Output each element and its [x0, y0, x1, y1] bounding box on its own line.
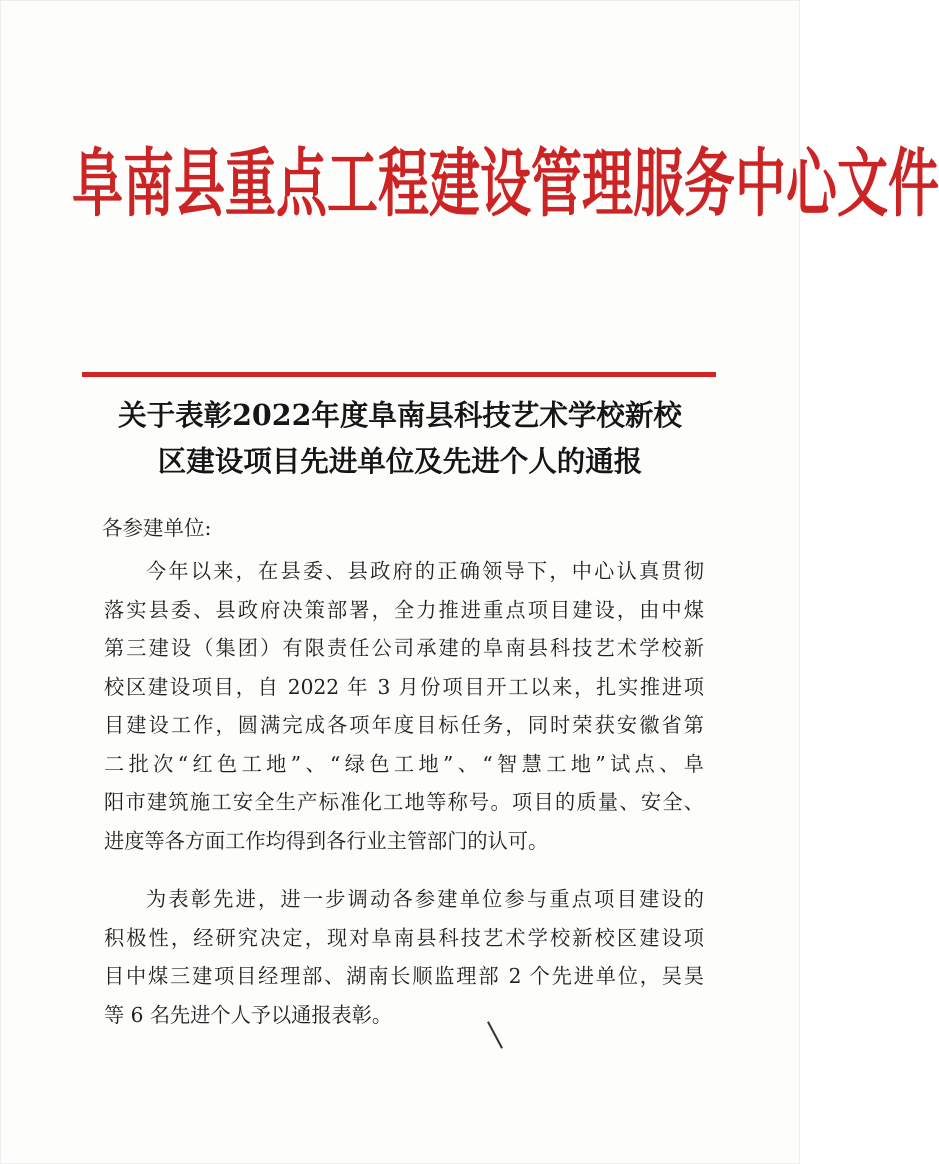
paragraph-line: 二批次“红色工地”、“绿色工地”、“智慧工地”试点、阜 — [104, 751, 704, 776]
paragraph-line: 目中煤三建项目经理部、湖南长顺监理部 2 个先进单位，吴昊 — [104, 964, 704, 988]
notice-title-line: 区建设项目先进单位及先进个人的通报 — [157, 444, 643, 478]
paragraph-line: 阳市建筑施工安全生产标准化工地等称号。项目的质量、安全、 — [104, 790, 704, 814]
paragraph-line: 等 6 名先进个人予以通报表彰。 — [104, 1002, 393, 1027]
paragraph-line: 落实县委、县政府决策部署，全力推进重点项目建设，由中煤 — [104, 597, 704, 622]
paragraph-line: 校区建设项目，自 2022 年 3 月份项目开工以来，扎实推进项 — [104, 674, 704, 699]
paragraph-line: 为表彰先进，进一步调动各参建单位参与重点项目建设的 — [146, 887, 704, 911]
paragraph-line: 目建设工作，圆满完成各项年度目标任务，同时荣获安徽省第 — [104, 713, 704, 737]
document-header-title: 阜南县重点工程建设管理服务中心文件 — [72, 142, 939, 229]
paragraph-line: 积极性，经研究决定，现对阜南县科技艺术学校新校区建设项 — [104, 925, 704, 950]
paragraph-line: 进度等各方面工作均得到各行业主管部门的认可。 — [104, 828, 549, 853]
salutation: 各参建单位: — [102, 516, 212, 540]
notice-title — [60, 392, 740, 484]
paragraph-line: 第三建设（集团）有限责任公司承建的阜南县科技艺术学校新 — [104, 636, 704, 660]
paragraph-2 — [104, 880, 704, 1034]
paragraph-1 — [104, 552, 704, 860]
paragraph-line: 今年以来，在县委、县政府的正确领导下，中心认真贯彻 — [146, 559, 704, 583]
notice-title-line: 关于表彰2022年度阜南县科技艺术学校新校 — [118, 398, 682, 432]
red-divider-rule — [82, 372, 716, 377]
